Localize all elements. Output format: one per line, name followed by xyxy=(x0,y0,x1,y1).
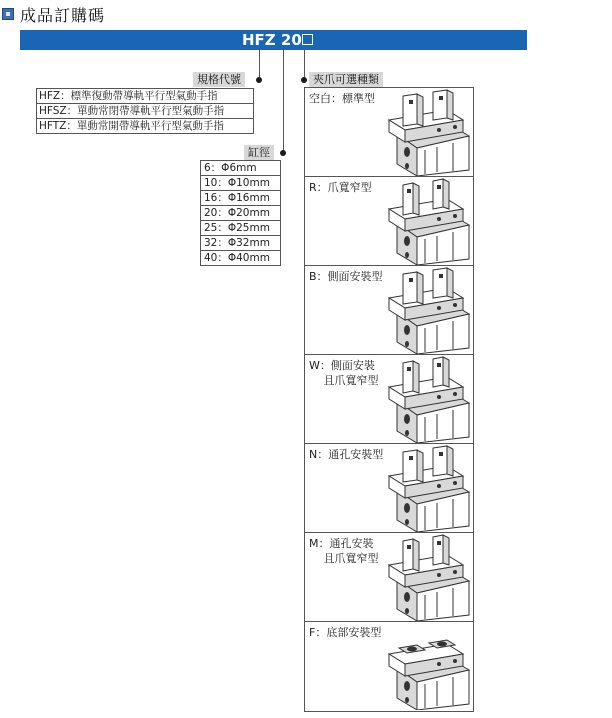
jaw-option-label: W：側面安裝 且爪寬窄型 xyxy=(309,359,379,387)
jaw-option-label: R：爪寬窄型 xyxy=(309,181,372,194)
bore-item: 10：Φ10mm xyxy=(201,176,280,191)
model-spec-item: HFZ：標準復動帶導軌平行型氣動手指 xyxy=(37,89,253,104)
connector-bore xyxy=(283,50,284,153)
jaw-option-standard xyxy=(305,88,473,177)
bore-item: 20：Φ20mm xyxy=(201,206,280,221)
bore-tag: 缸徑 xyxy=(244,145,274,160)
model-spec-list xyxy=(36,88,254,134)
order-code-text: HFZ 20 xyxy=(242,31,302,49)
jaw-option-bottom-mount xyxy=(305,622,473,711)
jaw-option-side-mount xyxy=(305,266,473,355)
jaw-option-label: F：底部安裝型 xyxy=(309,626,382,639)
gripper-side-mount-narrow-icon xyxy=(377,355,473,443)
jaw-options-dot xyxy=(301,77,307,83)
gripper-through-hole-narrow-icon xyxy=(377,533,473,621)
jaw-options-list xyxy=(304,87,474,712)
jaw-option-placeholder-box xyxy=(302,34,313,45)
jaw-option-label: N：通孔安裝型 xyxy=(309,448,384,461)
jaw-option-label: B：側面安裝型 xyxy=(309,270,383,283)
gripper-standard-icon xyxy=(377,88,473,176)
bore-item: 6：Φ6mm xyxy=(201,161,280,176)
bore-item: 16：Φ16mm xyxy=(201,191,280,206)
gripper-through-hole-icon xyxy=(377,444,473,532)
title-square-icon xyxy=(2,8,14,20)
bore-item: 25：Φ25mm xyxy=(201,221,280,236)
model-spec-tag: 規格代號 xyxy=(193,72,245,87)
model-spec-item: HFTZ：單動常開帶導軌平行型氣動手指 xyxy=(39,120,224,132)
gripper-bottom-mount-icon xyxy=(377,622,473,710)
gripper-narrow-jaw-icon xyxy=(377,177,473,265)
gripper-side-mount-icon xyxy=(377,266,473,354)
jaw-option-side-mount-narrow xyxy=(305,355,473,444)
jaw-option-label: 空白：標準型 xyxy=(309,92,375,105)
connector-model xyxy=(259,50,260,80)
bore-dot xyxy=(280,150,286,156)
jaw-option-narrow xyxy=(305,177,473,266)
bore-list xyxy=(200,160,281,266)
bore-item: 32：Φ32mm xyxy=(201,236,280,251)
page-title: 成品訂購碼 xyxy=(20,6,106,25)
jaw-option-through-hole xyxy=(305,444,473,533)
model-spec-dot xyxy=(256,77,262,83)
jaw-option-through-hole-narrow xyxy=(305,533,473,622)
connector-jaw xyxy=(304,50,305,80)
jaw-option-label: M：通孔安裝 且爪寬窄型 xyxy=(309,537,379,565)
model-spec-item: HFSZ：單動常閉帶導軌平行型氣動手指 xyxy=(37,104,253,119)
jaw-options-tag: 夾爪可選種類 xyxy=(309,72,383,87)
bore-item: 40：Φ40mm xyxy=(204,252,270,264)
